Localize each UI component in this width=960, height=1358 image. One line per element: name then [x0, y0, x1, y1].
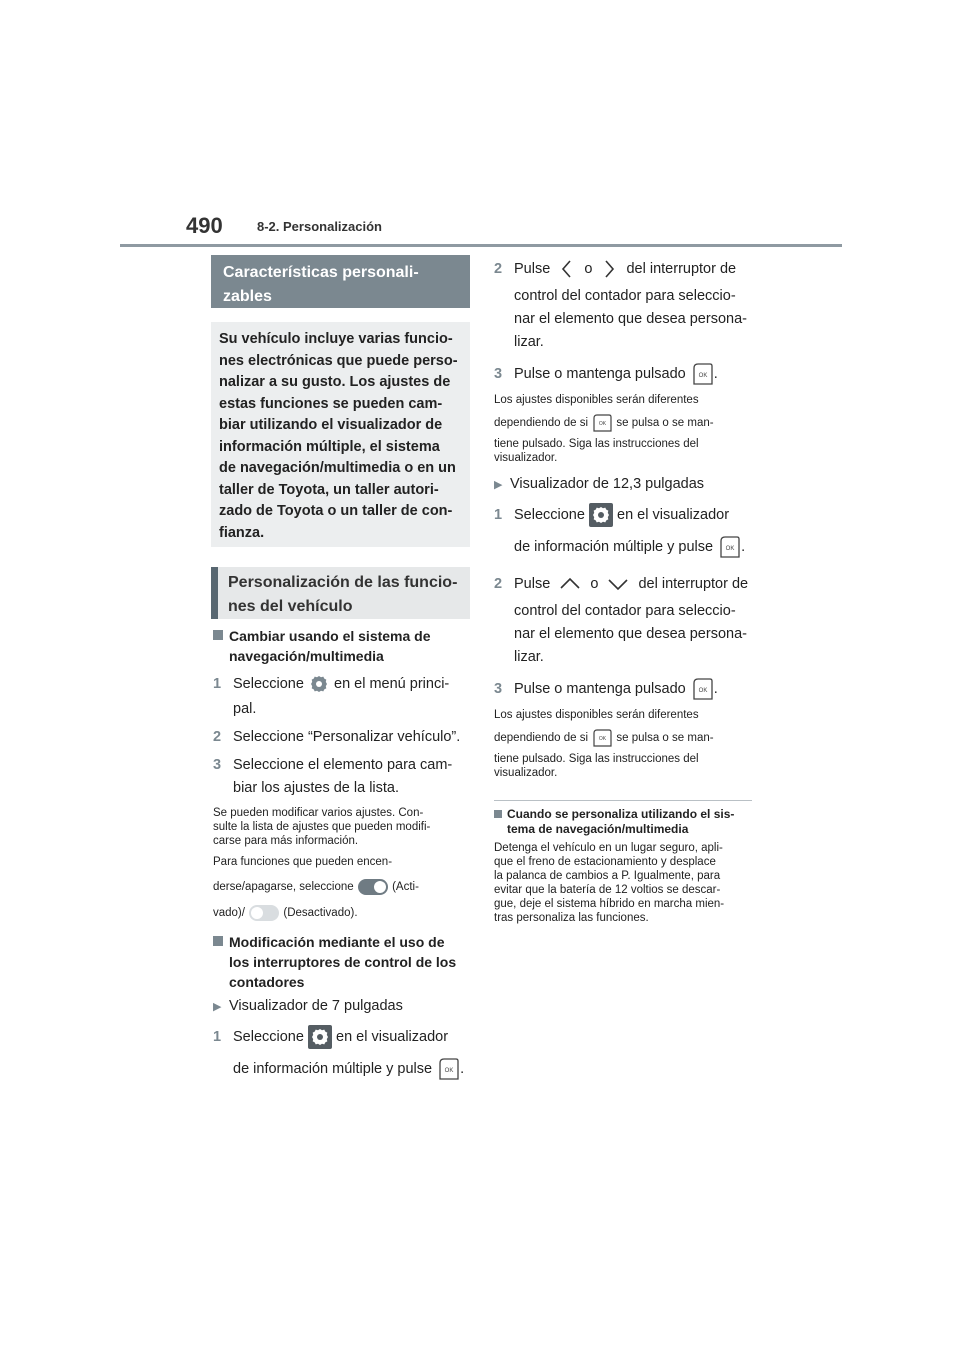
ok-button-icon: [690, 362, 714, 386]
ok-button-icon: [591, 413, 613, 433]
svg-text:OK: OK: [725, 546, 735, 552]
step-2-nav: [213, 726, 473, 748]
triangle-bullet-icon: ▶: [494, 479, 503, 491]
heading-nav-system: [213, 626, 473, 666]
subheading-text: Visualizador de 12,3 pulgadas: [510, 476, 705, 492]
heading-customize-nav: [494, 807, 764, 837]
svg-text:OK: OK: [599, 736, 607, 742]
note-7in-line3: tiene pulsado. Siga las instrucciones del visualizador.: [494, 438, 699, 464]
step-2-7in: [494, 258, 764, 354]
note-text: derse/apagarse, seleccione: [213, 881, 354, 894]
note-text: dependiendo de si: [494, 417, 588, 430]
step-number: 3: [494, 365, 503, 382]
note-toggle-line3: [213, 904, 473, 922]
heading-text: Cuando se personaliza utilizando el sis- tema de navegación/multimedia: [507, 807, 735, 836]
heading-meter-switches: [213, 932, 473, 992]
step-text: .: [713, 365, 718, 382]
note-text: (Acti-: [392, 881, 419, 894]
note-text: dependiendo de si: [494, 732, 588, 745]
step-text: control del contador para seleccio- nar el elemento que desea persona- lizar.: [514, 603, 747, 665]
step-text: Seleccione “Personalizar vehículo”.: [233, 729, 461, 745]
step-text: .: [460, 1060, 465, 1077]
note-7in-line2: [494, 413, 764, 433]
step-1-7in: [213, 1025, 478, 1081]
toggle-on-icon: [357, 878, 389, 896]
chevron-left-icon: [558, 258, 576, 280]
step-text: del interruptor de: [626, 261, 737, 277]
note-toggle-line2: [213, 878, 473, 896]
step-text: en el visualizador: [617, 506, 730, 523]
note-12in-line1: Los ajustes disponibles serán diferentes: [494, 709, 699, 721]
step-number: 2: [494, 261, 503, 277]
step-3-nav: [213, 754, 473, 800]
header-rule: [120, 244, 842, 247]
step-number: 2: [213, 729, 222, 745]
gear-icon: [589, 503, 613, 527]
intro-text: Su vehículo incluye varias funcio- nes electrónicas que puede perso- nalizar a su gusto. Los ajustes de estas funciones se pueden cam- biar utilizando el visualizador de información múltiple, el sistema de navegación/multimedia o en un taller de Toyota, un taller autori- zado de Toyota o un taller de con- fianza.: [219, 331, 458, 541]
step-number: 1: [213, 1028, 222, 1045]
step-text: en el menú princi-: [334, 676, 450, 692]
step-text: Seleccione: [514, 506, 585, 523]
chevron-down-icon: [605, 574, 631, 594]
step-text: del interruptor de: [638, 576, 749, 592]
square-bullet-icon: [213, 630, 223, 640]
heading-text: Modificación mediante el uso de los interruptores de control de los contadores: [229, 934, 457, 990]
note-7in-line1: Los ajustes disponibles serán diferentes: [494, 394, 699, 406]
step-3-12in: [494, 677, 764, 701]
step-text: de información múltiple y pulse: [233, 1060, 433, 1077]
step-number: 1: [213, 676, 222, 692]
step-text: Pulse: [514, 261, 551, 277]
divider: [494, 800, 752, 801]
ok-button-icon: [591, 728, 613, 748]
ok-button-icon: [436, 1057, 460, 1081]
step-text: Seleccione el elemento para cam- biar los ajustes de la lista.: [233, 757, 453, 796]
step-text: Pulse o mantenga pulsado: [514, 680, 686, 697]
section-title: 8-2. Personalización: [257, 219, 382, 234]
step-text: pal.: [233, 701, 257, 718]
step-number: 1: [494, 506, 503, 523]
note-12in-line3: tiene pulsado. Siga las instrucciones del visualizador.: [494, 753, 699, 779]
chevron-up-icon: [557, 574, 583, 594]
subheading-text: Visualizador de 7 pulgadas: [229, 998, 403, 1014]
box-customization-title: Personalización de las funcio- nes del vehículo: [211, 567, 470, 619]
step-text: Seleccione: [233, 1028, 304, 1045]
step-text: de información múltiple y pulse: [514, 538, 714, 555]
intro-box: [211, 322, 470, 547]
step-2-12in: [494, 573, 764, 669]
triangle-bullet-icon: ▶: [213, 1001, 222, 1013]
svg-text:OK: OK: [599, 421, 607, 427]
square-bullet-icon: [494, 810, 502, 818]
heading-text: Cambiar usando el sistema de navegación/multimedia: [229, 628, 431, 664]
step-text: .: [713, 680, 718, 697]
note-12in-line2: [494, 728, 764, 748]
note-toggle-line1: Para funciones que pueden encen-: [213, 856, 393, 868]
step-1-nav: [213, 673, 473, 720]
step-text: o: [590, 576, 599, 592]
ok-button-icon: [690, 677, 714, 701]
note-text: se pulsa o se man-: [616, 732, 714, 745]
note-settings: Se pueden modificar varios ajustes. Con- sulte la lista de ajustes que pueden modifi- carse para más información.: [213, 807, 431, 847]
step-number: 3: [213, 757, 222, 773]
step-number: 3: [494, 680, 503, 697]
page-number: 490: [186, 213, 223, 238]
step-text: en el visualizador: [336, 1028, 449, 1045]
note-text: vado)/: [213, 907, 245, 920]
step-3-7in: [494, 362, 764, 386]
square-bullet-icon: [213, 936, 223, 946]
ok-button-icon: [717, 535, 741, 559]
note-text: (Desactivado).: [283, 907, 358, 920]
step-text-line2: [233, 1057, 478, 1081]
toggle-off-icon: [248, 904, 280, 922]
caution-text: Detenga el vehículo en un lugar seguro, apli- que el freno de estacionamiento y desplace la palanca de cambios a P. Igualmente, para evitar que la batería de 12 voltios se descar- gue, deje el sistema híbrido en marcha mien- tras personaliza las funciones.: [494, 842, 725, 924]
note-text: se pulsa o se man-: [616, 417, 714, 430]
step-text: control del contador para seleccio- nar el elemento que desea persona- lizar.: [514, 288, 747, 351]
step-text-line2: [514, 535, 764, 559]
step-1-12in: [494, 503, 764, 559]
subheading-7in: [213, 995, 473, 1018]
svg-text:OK: OK: [698, 373, 708, 379]
svg-text:OK: OK: [698, 688, 708, 694]
gear-icon: [308, 673, 330, 695]
step-text: o: [584, 261, 593, 277]
step-text: Pulse o mantenga pulsado: [514, 365, 686, 382]
box-features-title: Características personali- zables: [211, 255, 470, 308]
svg-text:OK: OK: [444, 1068, 454, 1074]
subheading-12in: [494, 473, 764, 496]
chevron-right-icon: [600, 258, 618, 280]
step-text: Pulse: [514, 576, 551, 592]
step-number: 2: [494, 576, 503, 592]
step-text: Seleccione: [233, 676, 304, 692]
step-text: .: [741, 538, 746, 555]
gear-icon: [308, 1025, 332, 1049]
